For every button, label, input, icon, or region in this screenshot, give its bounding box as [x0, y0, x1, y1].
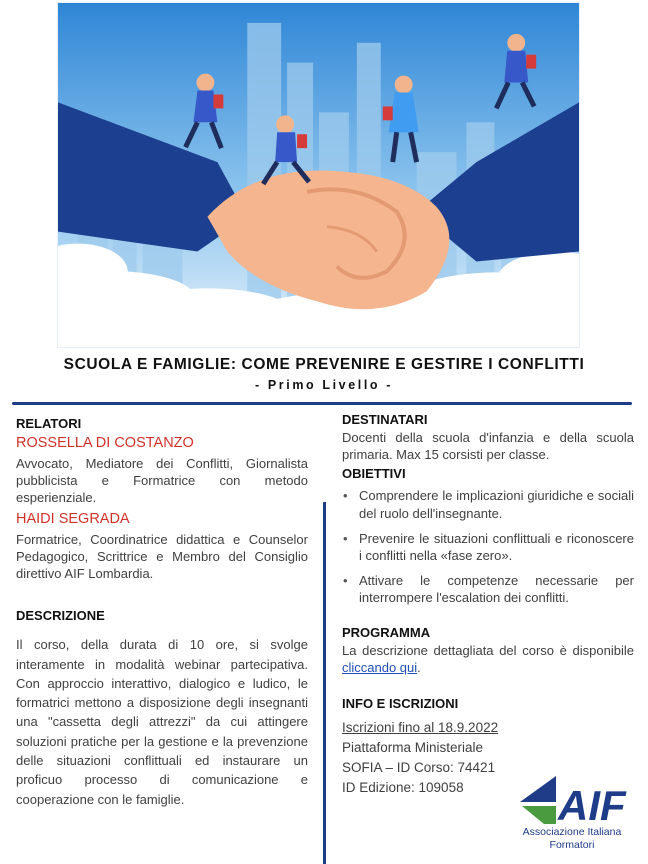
destinatari-text: Docenti della scuola d'infanzia e della scuola primaria. Max 15 corsisti per classe. — [342, 430, 634, 463]
speaker-1-bio: Avvocato, Mediatore dei Conflitti, Giornalista pubblicista e Formatrice con metodo esperienziale. — [16, 456, 308, 506]
programma-link[interactable]: cliccando qui — [342, 659, 418, 675]
obiettivi-list — [342, 487, 634, 606]
speaker-2-bio: Formatrice, Coordinatrice didattica e Counselor Pedagogico, Scrittrice e Membro del Consiglio direttivo AIF Lombardia. — [16, 531, 308, 582]
logo-text: AIF — [558, 782, 626, 829]
programma-text — [342, 642, 634, 676]
speaker-1-name: ROSSELLA DI COSTANZO — [16, 435, 194, 451]
page-subtitle: - Primo Livello - — [255, 378, 393, 392]
destinatari-heading: DESTINATARI — [342, 412, 428, 427]
list-item: • Prevenire le situazioni conflittuali e riconoscere i conflitti nella «fase zero». — [342, 530, 634, 564]
relatori-heading: RELATORI — [16, 416, 82, 431]
logo-caption — [506, 826, 638, 852]
programma-description: La descrizione dettagliata del corso è disponibile — [342, 642, 634, 658]
descrizione-text: Il corso, della durata di 10 ore, si svolge interamente in modalità webinar partecipativa. Con approccio interattivo, dialogico e ludico, le formatrici mettono a disposizione degli insegnanti una "cassetta degli attrezzi" da cui attingere soluzioni pratiche per la gestione e la prevenzione delle situazioni conflittuali ed instaurare un proficuo processo di comunicazione e cooperazione con le famiglie. — [16, 637, 308, 807]
handshake-illustration — [58, 3, 579, 347]
programma-heading: PROGRAMMA — [342, 624, 431, 640]
header-divider — [12, 402, 632, 405]
list-item: • Attivare le competenze necessarie per interrompere l'escalation dei conflitti. — [342, 572, 634, 606]
info-heading: INFO E ISCRIZIONI — [342, 696, 459, 712]
info-deadline: Iscrizioni fino al 18.9.2022 — [342, 720, 499, 736]
info-platform: Piattaforma Ministeriale — [342, 740, 484, 756]
hero-illustration — [57, 2, 580, 348]
logo-caption-line1: Associazione Italiana — [522, 826, 622, 838]
column-divider — [323, 502, 326, 864]
list-item: • Comprendere le implicazioni giuridiche e sociali del ruolo dell'insegnante. — [342, 487, 634, 521]
programma-period: . — [417, 659, 421, 675]
info-edition-id: ID Edizione: 109058 — [342, 780, 464, 796]
page-title: SCUOLA E FAMIGLIE: COME PREVENIRE E GESTIRE I CONFLITTI — [63, 356, 585, 373]
left-column — [16, 416, 308, 809]
obiettivi-heading: OBIETTIVI — [342, 466, 406, 482]
info-course-id: SOFIA – ID Corso: 74421 — [342, 760, 496, 776]
speaker-2-name: HAIDI SEGRADA — [16, 510, 130, 527]
logo-caption-line2: Formatori — [549, 839, 595, 851]
right-column — [342, 412, 634, 798]
descrizione-heading: DESCRIZIONE — [16, 608, 105, 624]
